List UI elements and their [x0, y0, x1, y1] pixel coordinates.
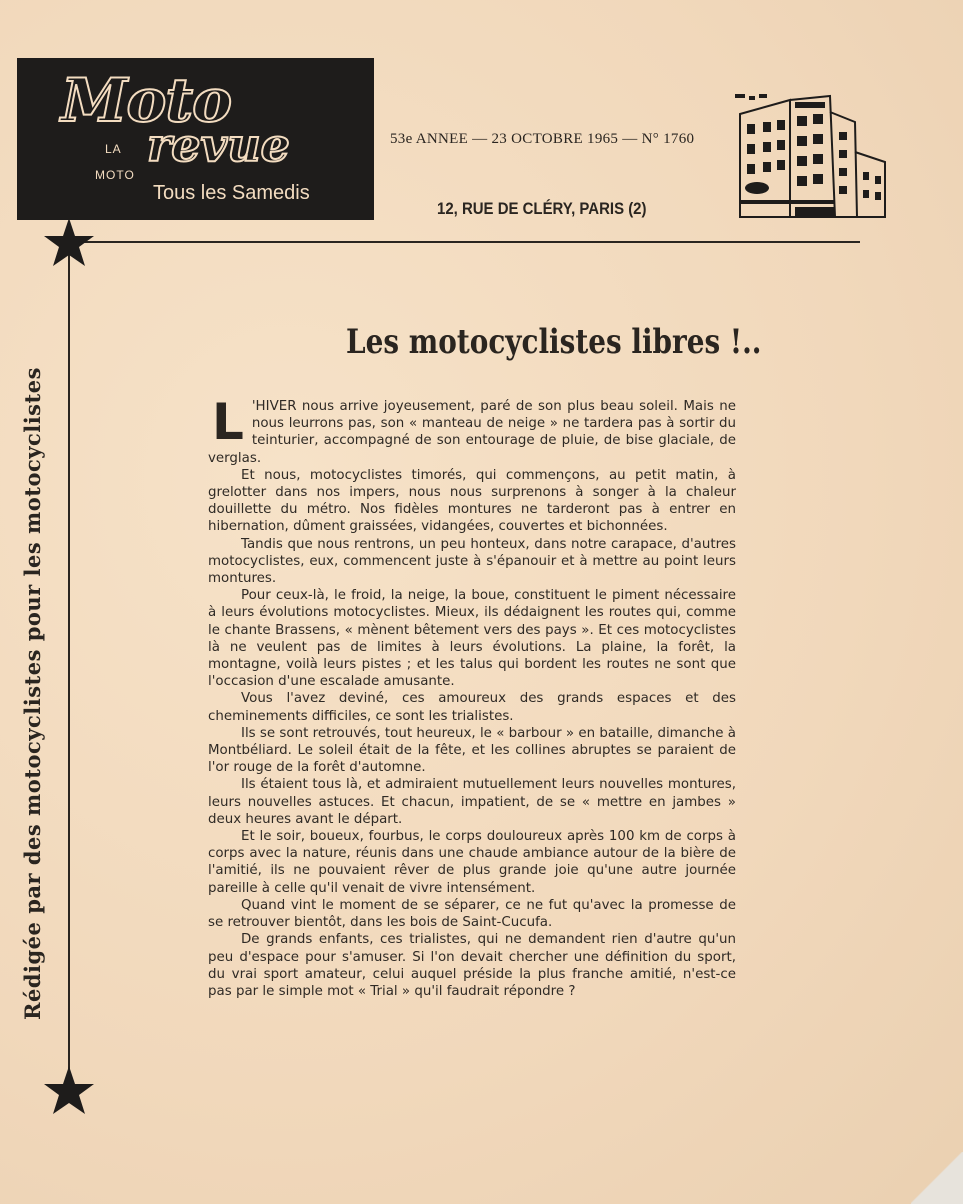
- masthead-logo-block: [17, 58, 374, 220]
- left-margin-rule: [68, 241, 70, 1086]
- article-paragraph: Tandis que nous rentrons, un peu honteux, dans notre carapace, d'autres motocyclistes, eux, commencent juste à s'épanouir et à mettre au point leurs montures.: [208, 536, 736, 587]
- logo-revue-text: revue: [147, 118, 290, 172]
- publisher-address: 12, RUE DE CLÉRY, PARIS (2): [437, 199, 647, 218]
- article-paragraph: De grands enfants, ces trialistes, qui ne demandent rien d'autre qu'un peu d'espace pour s'amuser. Si l'on devait chercher une définition du sport, du vrai sport amateur, celui auquel préside la plus franche amitié, n'est-ce pas par le simple mot « Trial » qu'il faudrait répondre ?: [208, 932, 736, 999]
- article-paragraph: Et nous, motocyclistes timorés, qui commençons, au petit matin, à grelotter dans nos impers, nous nous surprenons à songer à la chaleur douillette du métro. Nos fidèles montures ne tarderont pas à entrer en hibernation, dûment graissées, vidangées, couvertes et bichonnées.: [208, 467, 736, 535]
- article-body: [208, 393, 736, 1000]
- star-ornament-icon: [42, 1064, 96, 1118]
- logo-moto-text: Moto: [61, 66, 232, 136]
- article-paragraph: Ils étaient tous là, et admiraient mutuellement leurs nouvelles montures, leurs nouvelles astuces. Et chacun, impatient, de se « mettre en jambes » deux heures avant le départ.: [208, 777, 736, 827]
- article-paragraph: Quand vint le moment de se séparer, ce ne fut qu'avec la promesse de se retrouver bientôt, dans les bois de Saint-Cucufa.: [208, 897, 736, 931]
- article-title: Les motocyclistes libres !..: [346, 322, 762, 362]
- header-rule: [68, 241, 860, 243]
- article-paragraph: L 'HIVER nous arrive joyeusement, paré de son plus beau soleil. Mais ne nous leurrons pas, son « manteau de neige » ne tardera pas à sortir du teinturier, accompagné de son entourage de pluie, de bise glaciale, de verglas.: [208, 393, 736, 466]
- drop-cap: L: [212, 393, 244, 451]
- logo-moto-small-text: MOTO: [95, 168, 135, 182]
- article-paragraph: Et le soir, boueux, fourbus, le corps douloureux après 100 km de corps à corps avec la nature, réunis dans une chaude ambiance autour de la bière de l'amitié, ils ne pouvaient rêver de plus grande joie qu'une autre journée pareille à celle qu'il venait de vivre intensément.: [208, 829, 736, 896]
- masthead-tagline: Tous les Samedis: [153, 182, 310, 204]
- article-paragraph: Vous l'avez deviné, ces amoureux des grands espaces et des cheminements difficiles, ce sont les trialistes.: [208, 691, 736, 724]
- article-paragraph: Pour ceux-là, le froid, la neige, la boue, constituent le piment nécessaire à leurs évolutions motocyclistes. Mieux, ils dédaignent les routes qui, comme le chante Brassens, « mènent bêtement vers des pays ». Et ces motocyclistes là ne veulent pas de limites à leurs évolutions. La plaine, la forêt, la montagne, voilà leurs pistes ; et les talus qui bordent les routes ne sont que l'occasion d'une escalade amusante.: [208, 588, 736, 690]
- issue-date-line: 53e ANNEE — 23 OCTOBRE 1965 — N° 1760: [390, 131, 695, 147]
- star-ornament-icon: [42, 216, 96, 270]
- article-paragraph: Ils se sont retrouvés, tout heureux, le « barbour » en bataille, dimanche à Montbéliard. Le soleil était de la fête, et les collines abruptes se paraient de l'or rouge de la forêt d'automne.: [208, 725, 736, 776]
- page-corner-fold: [911, 1152, 963, 1204]
- building-illustration-icon: [735, 92, 890, 220]
- sidebar-vertical-slogan: Rédigée par des motocyclistes pour les motocyclistes: [20, 367, 45, 1020]
- logo-la-text: LA: [105, 142, 122, 156]
